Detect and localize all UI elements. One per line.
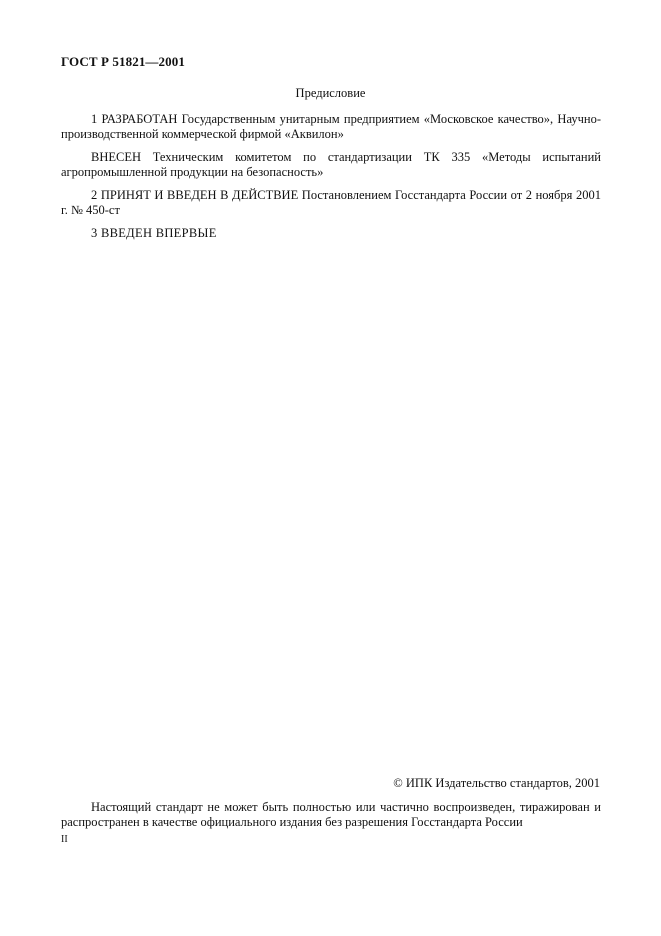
paragraph-introduced-by: ВНЕСЕН Техническим комитетом по стандартизации ТК 335 «Методы испытаний агропромышленной продукции на безопасность» [61, 150, 601, 179]
reproduction-notice: Настоящий стандарт не может быть полностью или частично воспроизведен, тиражирован и распространен в качестве официального издания без разрешения Госстандарта России [61, 800, 601, 829]
document-header: ГОСТ Р 51821—2001 [61, 54, 185, 69]
paragraph-developed-by: 1 РАЗРАБОТАН Государственным унитарным предприятием «Московское качество», Научно-производственной коммерческой фирмой «Аквилон» [61, 112, 601, 141]
copyright-line: © ИПК Издательство стандартов, 2001 [393, 776, 600, 790]
paragraph-adopted: 2 ПРИНЯТ И ВВЕДЕН В ДЕЙСТВИЕ Постановлением Госстандарта России от 2 ноября 2001 г. № 450-ст [61, 188, 601, 217]
page-number: II [61, 834, 68, 845]
section-title: Предисловие [295, 86, 366, 100]
paragraph-first-introduced: 3 ВВЕДЕН ВПЕРВЫЕ [91, 226, 217, 240]
